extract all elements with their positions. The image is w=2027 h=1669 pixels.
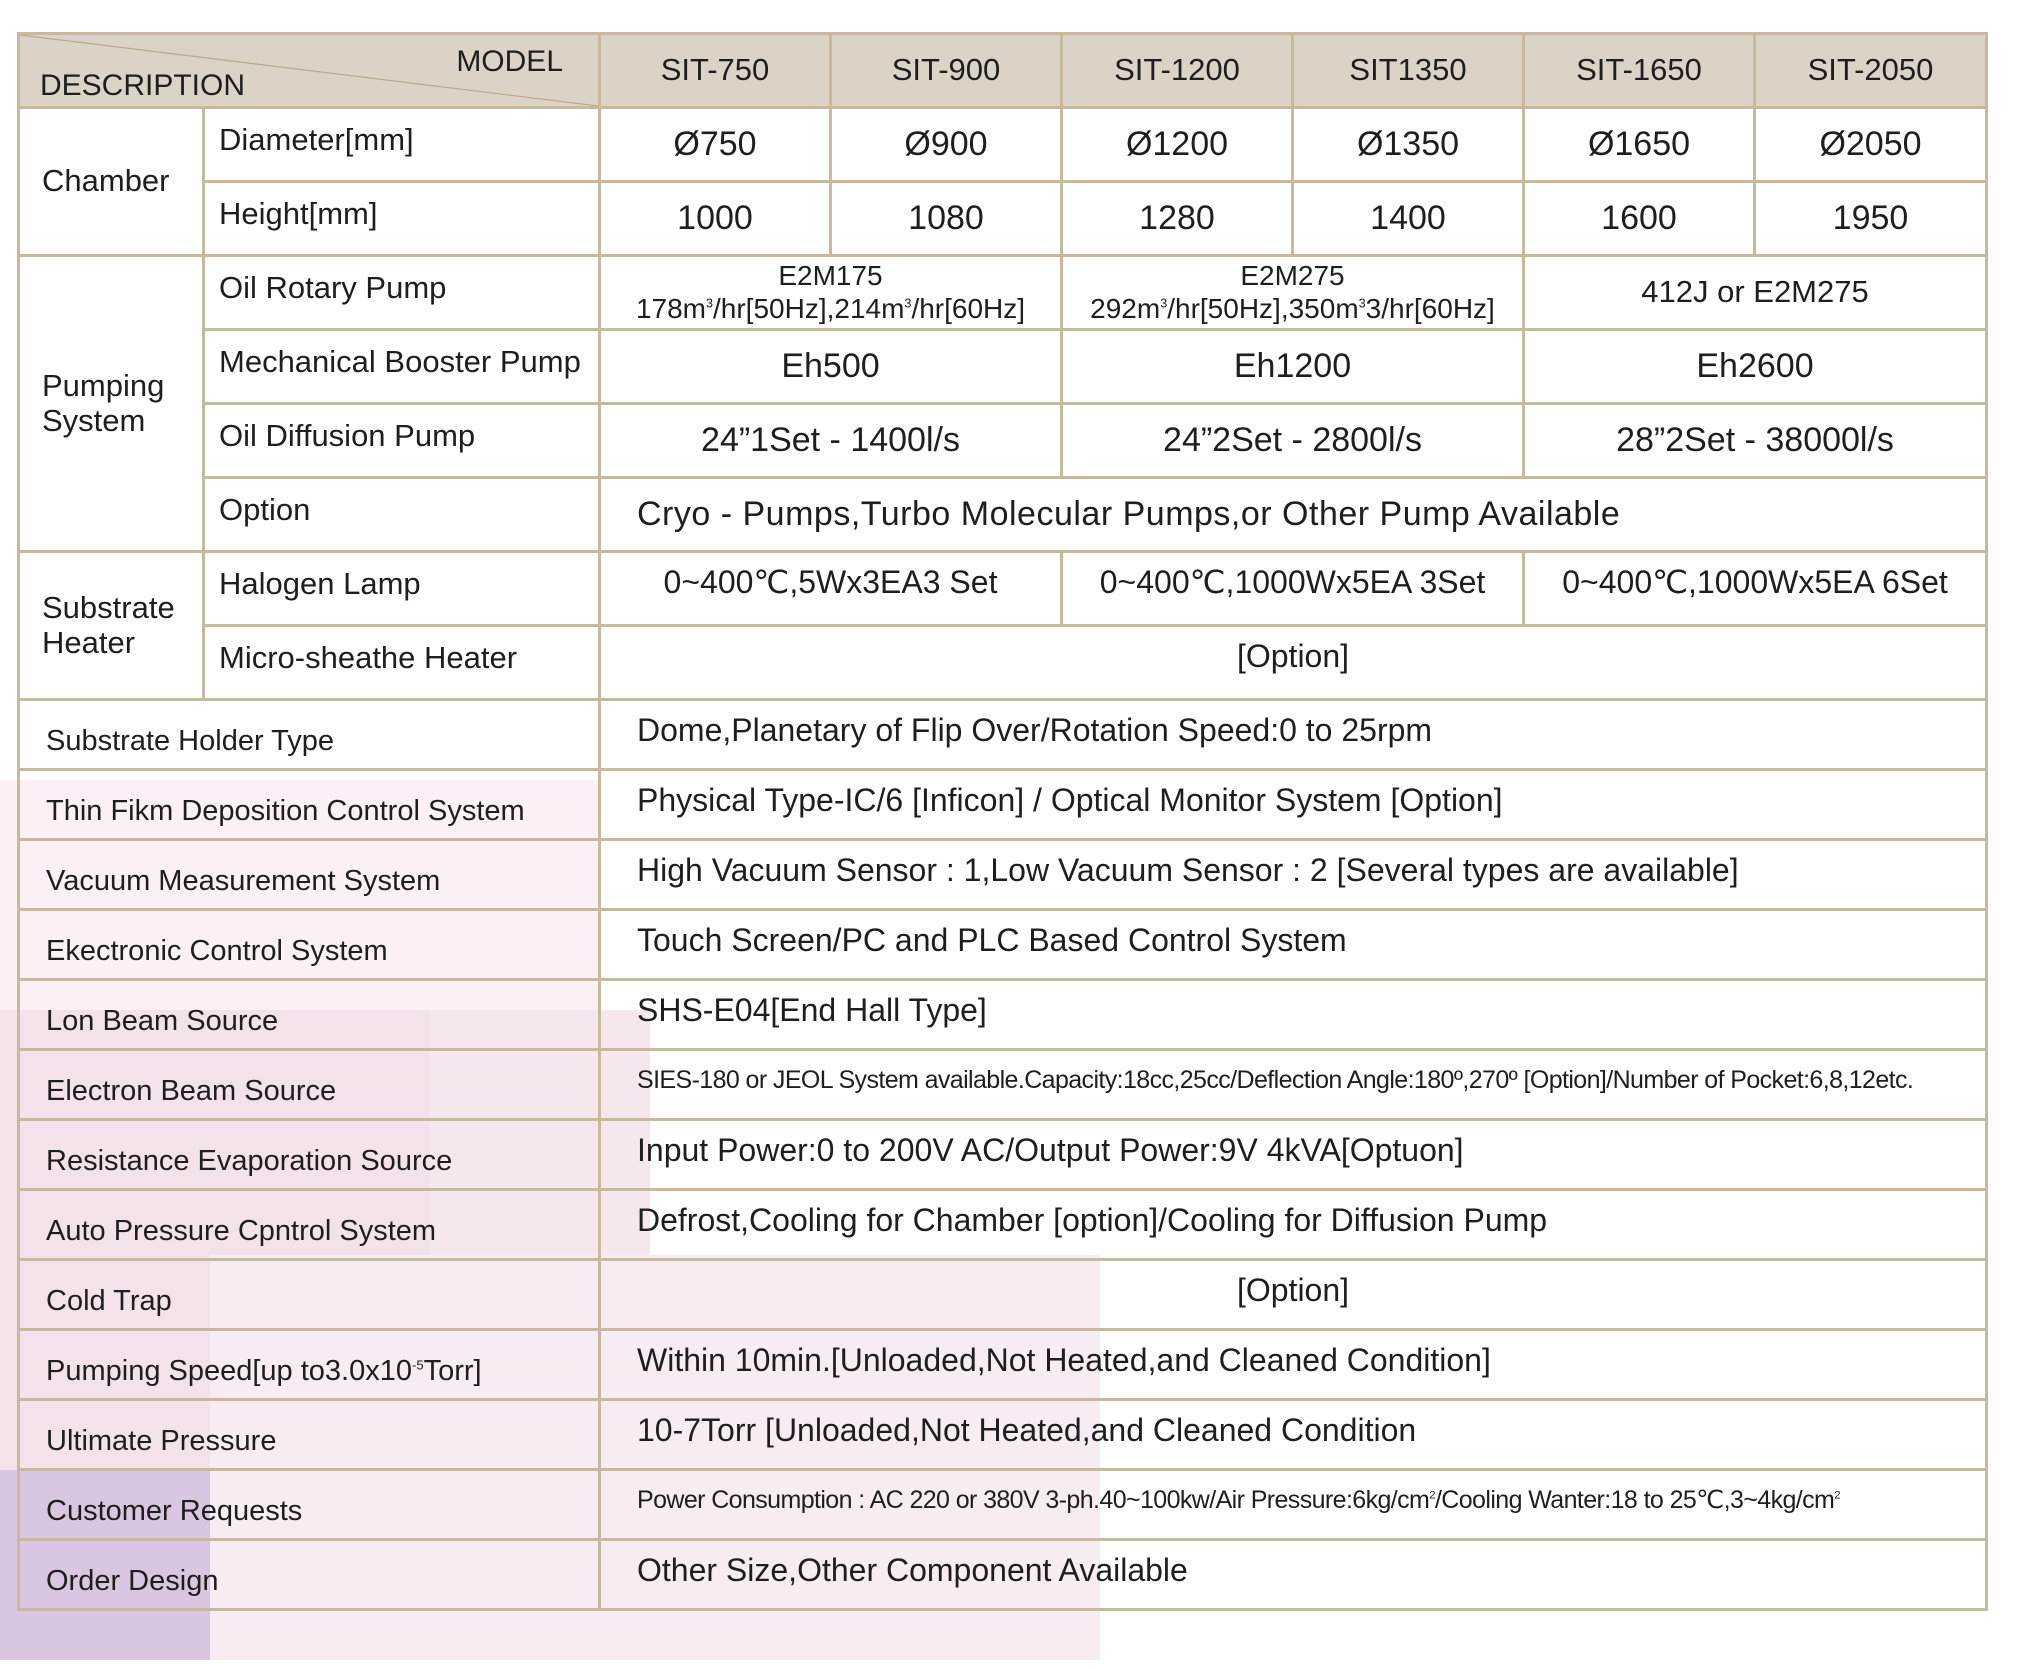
rotary-spec: $178m^3/hr[50Hz],214m^3/hr[60Hz]$ bbox=[635, 292, 1026, 324]
category-pumping-system bbox=[19, 256, 204, 552]
row-label: Resistance Evaporation Source bbox=[19, 1120, 600, 1190]
model-header: SIT-900 bbox=[831, 34, 1062, 108]
halogen-cell: 0~400℃,1000Wx5EA 6Set bbox=[1524, 552, 1987, 626]
rotary-cell: 412J or E2M275 bbox=[1524, 256, 1987, 330]
diffusion-cell: 28”2Set - 38000l/s bbox=[1524, 404, 1987, 478]
row-label: Oil Rotary Pump bbox=[204, 256, 600, 330]
row-label: Electron Beam Source bbox=[19, 1050, 600, 1120]
category-line: Heater bbox=[42, 624, 136, 660]
row-value: [Option] bbox=[600, 1260, 1987, 1330]
pump-option-cell: Cryo - Pumps,Turbo Molecular Pumps,or Other Pump Available bbox=[600, 478, 1987, 552]
row-label: Substrate Holder Type bbox=[19, 700, 600, 770]
rotary-model: E2M275 bbox=[1240, 260, 1345, 292]
row-value: Dome,Planetary of Flip Over/Rotation Speed:0 to 25rpm bbox=[600, 700, 1987, 770]
spec-row bbox=[19, 1400, 1987, 1470]
row-label: Auto Pressure Cpntrol System bbox=[19, 1190, 600, 1260]
diffusion-cell: 24”1Set - 1400l/s bbox=[600, 404, 1062, 478]
category-substrate-heater bbox=[19, 552, 204, 700]
row-label: Oil Diffusion Pump bbox=[204, 404, 600, 478]
row-label: Option bbox=[204, 478, 600, 552]
row-value: Touch Screen/PC and PLC Based Control System bbox=[600, 910, 1987, 980]
diameter-cell: Ø1200 bbox=[1062, 108, 1293, 182]
description-label: DESCRIPTION bbox=[40, 69, 246, 102]
header-corner bbox=[19, 34, 600, 108]
spec-row bbox=[19, 770, 1987, 840]
row-label: Pumping Speed[up $to3.0x10^{-5}Torr$] bbox=[19, 1330, 600, 1400]
diameter-cell: Ø2050 bbox=[1755, 108, 1987, 182]
model-label: MODEL bbox=[456, 45, 563, 78]
diameter-cell: Ø750 bbox=[600, 108, 831, 182]
row-label: Halogen Lamp bbox=[204, 552, 600, 626]
rotary-model: E2M175 bbox=[778, 260, 883, 292]
row-value: SIES-180 or JEOL System available.Capacity:18cc,25cc/Deflection Angle:180º,270º [Option]/Number of Pocket:6,8,12etc. bbox=[600, 1050, 1987, 1120]
category-line: Pumping bbox=[42, 368, 165, 404]
height-cell: 1000 bbox=[600, 182, 831, 256]
rotary-cell bbox=[600, 256, 1062, 330]
row-label: Customer Requests bbox=[19, 1470, 600, 1540]
model-header: SIT1350 bbox=[1293, 34, 1524, 108]
row-value: Physical Type-IC/6 [Inficon] / Optical Monitor System [Option] bbox=[600, 770, 1987, 840]
halogen-cell: 0~400℃,5Wx3EA3 Set bbox=[600, 552, 1062, 626]
height-cell: 1950 bbox=[1755, 182, 1987, 256]
halogen-row bbox=[19, 552, 1987, 626]
row-label: Height[mm] bbox=[204, 182, 600, 256]
row-value: Input Power:0 to 200V AC/Output Power:9V 4kVA[Optuon] bbox=[600, 1120, 1987, 1190]
pump-option-row bbox=[19, 478, 1987, 552]
spec-row bbox=[19, 910, 1987, 980]
row-value: SHS-E04[End Hall Type] bbox=[600, 980, 1987, 1050]
model-header: SIT-1200 bbox=[1062, 34, 1293, 108]
row-label: Vacuum Measurement System bbox=[19, 840, 600, 910]
row-value: Defrost,Cooling for Chamber [option]/Cooling for Diffusion Pump bbox=[600, 1190, 1987, 1260]
diameter-cell: Ø1650 bbox=[1524, 108, 1755, 182]
row-label: Ekectronic Control System bbox=[19, 910, 600, 980]
spec-row bbox=[19, 1120, 1987, 1190]
diameter-cell: Ø1350 bbox=[1293, 108, 1524, 182]
diffusion-cell: 24”2Set - 2800l/s bbox=[1062, 404, 1524, 478]
spec-row bbox=[19, 1470, 1987, 1540]
model-header: SIT-2050 bbox=[1755, 34, 1987, 108]
height-cell: 1280 bbox=[1062, 182, 1293, 256]
spec-row bbox=[19, 1050, 1987, 1120]
row-label: Order Design bbox=[19, 1540, 600, 1610]
model-header: SIT-750 bbox=[600, 34, 831, 108]
spec-row bbox=[19, 1190, 1987, 1260]
category-chamber: Chamber bbox=[19, 108, 204, 256]
row-value: Power Consumption : AC 220 or 380V 3-ph.40~100kw/Air $Pressure:6kg/cm^2$/Cooling Wanter:18 to $25℃,3\sim 4kg/cm^2$ bbox=[600, 1470, 1987, 1540]
booster-cell: Eh1200 bbox=[1062, 330, 1524, 404]
category-line: System bbox=[42, 402, 146, 438]
diffusion-row bbox=[19, 404, 1987, 478]
height-cell: 1400 bbox=[1293, 182, 1524, 256]
row-value: High Vacuum Sensor : 1,Low Vacuum Sensor : 2 [Several types are available] bbox=[600, 840, 1987, 910]
micro-heater-cell: [Option] bbox=[600, 626, 1987, 700]
spec-row bbox=[19, 980, 1987, 1050]
row-label: Thin Fikm Deposition Control System bbox=[19, 770, 600, 840]
header-row bbox=[19, 34, 1987, 108]
spec-row bbox=[19, 1330, 1987, 1400]
micro-heater-row bbox=[19, 626, 1987, 700]
row-label: Ultimate Pressure bbox=[19, 1400, 600, 1470]
booster-row bbox=[19, 330, 1987, 404]
chamber-diameter-row bbox=[19, 108, 1987, 182]
row-label: Micro-sheathe Heater bbox=[204, 626, 600, 700]
category-line: Substrate bbox=[42, 590, 175, 626]
diameter-cell: Ø900 bbox=[831, 108, 1062, 182]
height-cell: 1600 bbox=[1524, 182, 1755, 256]
row-label: Diameter[mm] bbox=[204, 108, 600, 182]
row-value: Within 10min.[Unloaded,Not Heated,and Cleaned Condition] bbox=[600, 1330, 1987, 1400]
row-label: Mechanical Booster Pump bbox=[204, 330, 600, 404]
spec-row bbox=[19, 1260, 1987, 1330]
row-label: Cold Trap bbox=[19, 1260, 600, 1330]
row-label: Lon Beam Source bbox=[19, 980, 600, 1050]
height-cell: 1080 bbox=[831, 182, 1062, 256]
model-header: SIT-1650 bbox=[1524, 34, 1755, 108]
spec-row bbox=[19, 1540, 1987, 1610]
spec-row bbox=[19, 840, 1987, 910]
booster-cell: Eh500 bbox=[600, 330, 1062, 404]
chamber-height-row bbox=[19, 182, 1987, 256]
rotary-cell bbox=[1062, 256, 1524, 330]
spec-table bbox=[17, 32, 1988, 1611]
rotary-spec: $292m^3/hr[50Hz],350m^33/hr[60Hz]$ bbox=[1090, 292, 1495, 324]
oil-rotary-row bbox=[19, 256, 1987, 330]
row-value: Other Size,Other Component Available bbox=[600, 1540, 1987, 1610]
row-value: 10-7Torr [Unloaded,Not Heated,and Cleaned Condition bbox=[600, 1400, 1987, 1470]
halogen-cell: 0~400℃,1000Wx5EA 3Set bbox=[1062, 552, 1524, 626]
booster-cell: Eh2600 bbox=[1524, 330, 1987, 404]
spec-row bbox=[19, 700, 1987, 770]
